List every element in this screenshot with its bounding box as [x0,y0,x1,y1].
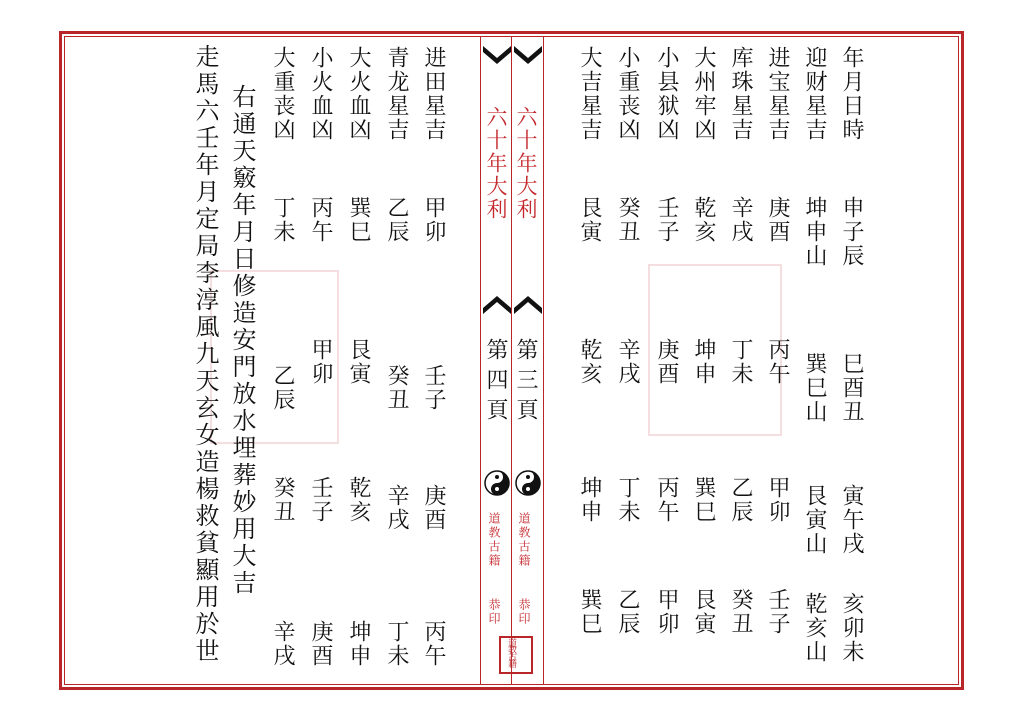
table-cell: 壬子 [421,364,446,412]
table-cell: 坤申 [691,338,716,386]
table-cell: 癸丑 [270,476,295,524]
seal-label-left: 恭印 [487,598,501,626]
header-group-2: 巳酉丑 [839,352,864,424]
fishtail-mark-bottom-right-icon [514,294,542,316]
fishtail-mark-bottom-left-icon [483,294,511,316]
table-cell: 巽巳 [346,196,371,244]
table-cell: 庚酉 [421,484,446,532]
table-cell: 乾亥 [577,338,602,386]
table-cell: 丁未 [384,620,409,668]
header-group-4: 亥卯未 [839,592,864,664]
table-cell: 甲卯 [421,196,446,244]
table-cell: 丁未 [270,196,295,244]
table-cell: 乙辰 [728,476,753,524]
row-name: 迎财星吉 [802,46,827,142]
table-cell: 辛戌 [728,196,753,244]
fishtail-mark-top-left-icon [483,44,511,66]
table-cell: 丙午 [421,620,446,668]
table-cell: 丙午 [765,338,790,386]
table-cell: 辛戌 [270,620,295,668]
table-cell: 乾亥山 [802,592,827,664]
table-cell: 丁未 [728,338,753,386]
table-cell: 巽巳 [577,588,602,636]
spine-title-left: 六十年大利 [484,106,508,221]
row-name: 大火血凶 [346,46,371,142]
table-cell: 坤申 [346,620,371,668]
table-cell: 壬子 [765,588,790,636]
row-name: 大州牢凶 [691,46,716,142]
table-cell: 庚酉 [765,196,790,244]
seal-label-right: 恭印 [517,598,531,626]
header-group-3: 寅午戌 [839,484,864,556]
table-cell: 艮寅 [346,338,371,386]
table-cell: 庚酉 [308,620,333,668]
table-cell: 癸丑 [728,588,753,636]
fishtail-mark-top-right-icon [514,44,542,66]
row-name: 库珠星吉 [728,46,753,142]
publisher-right: 道教古籍 [517,512,531,568]
spine-title-right: 六十年大利 [514,106,538,221]
row-name: 大重丧凶 [270,46,295,142]
table-cell: 丁未 [615,476,640,524]
table-cell: 乾亥 [346,476,371,524]
taiji-icon [515,470,541,496]
row-name: 小重丧凶 [615,46,640,142]
table-cell: 丙午 [308,196,333,244]
table-cell: 乙辰 [270,364,295,412]
row-name: 青龙星吉 [384,46,409,142]
row-name: 进宝星吉 [765,46,790,142]
table-cell: 甲卯 [654,588,679,636]
table-cell: 丙午 [654,476,679,524]
table-cell: 乙辰 [384,196,409,244]
colophon: 走馬六壬年月定局李淳風九天玄女造楊救貧顯用於世 [191,44,219,665]
taiji-icon [484,470,510,496]
table-cell: 艮寅山 [802,484,827,556]
seal-text: 道教古籍 [506,638,516,666]
table-cell: 乾亥 [691,196,716,244]
row-name: 小县狱凶 [654,46,679,142]
table-cell: 乙辰 [615,588,640,636]
table-cell: 壬子 [654,196,679,244]
table-cell: 巽巳山 [802,352,827,424]
publisher-left: 道教古籍 [487,512,501,568]
table-cell: 癸丑 [615,196,640,244]
page-number-right: 第三頁 [513,338,538,428]
red-seal [499,636,533,674]
table-cell: 辛戌 [384,484,409,532]
page-number-left: 第四頁 [483,338,508,428]
header-group-1: 申子辰 [839,196,864,268]
table-cell: 甲卯 [308,338,333,386]
table-cell: 癸丑 [384,364,409,412]
table-cell: 壬子 [308,476,333,524]
table-cell: 艮寅 [691,588,716,636]
table-cell: 甲卯 [765,476,790,524]
table-cell: 庚酉 [654,338,679,386]
table-cell: 坤申 [577,476,602,524]
table-cell: 艮寅 [577,196,602,244]
row-name: 小火血凶 [308,46,333,142]
header-label: 年月日時 [839,46,864,142]
row-name: 大吉星吉 [577,46,602,142]
table-cell: 坤申山 [802,196,827,268]
usage-note: 右通天竅年月日修造安門放水埋葬妙用大吉 [228,84,256,597]
row-name: 进田星吉 [421,46,446,142]
table-cell: 巽巳 [691,476,716,524]
table-cell: 辛戌 [615,338,640,386]
